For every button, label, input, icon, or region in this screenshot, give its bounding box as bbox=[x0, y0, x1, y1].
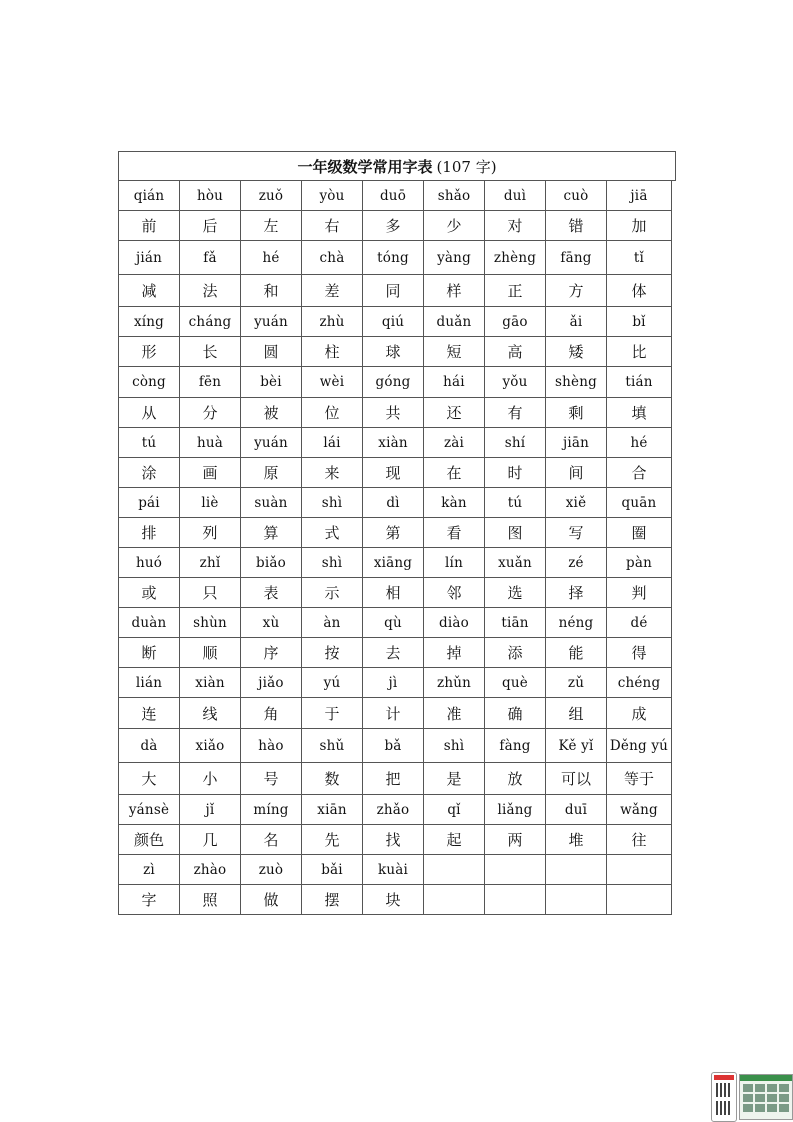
hanzi-cell: 是 bbox=[424, 763, 485, 795]
hanzi-cell: 算 bbox=[241, 518, 302, 548]
pinyin-cell: duō bbox=[363, 181, 424, 211]
character-table bbox=[118, 151, 676, 915]
pinyin-cell: cháng bbox=[180, 307, 241, 337]
pinyin-cell: tú bbox=[119, 428, 180, 458]
hanzi-cell bbox=[546, 885, 607, 915]
hanzi-cell: 右 bbox=[302, 211, 363, 241]
pinyin-cell: yàng bbox=[424, 241, 485, 275]
hanzi-cell: 去 bbox=[363, 638, 424, 668]
pinyin-cell: qiú bbox=[363, 307, 424, 337]
hanzi-cell: 准 bbox=[424, 698, 485, 729]
pinyin-cell: tián bbox=[607, 367, 672, 398]
hanzi-cell bbox=[485, 885, 546, 915]
hanzi-cell: 矮 bbox=[546, 337, 607, 367]
corner-promo-widget[interactable] bbox=[711, 1072, 793, 1122]
hanzi-cell: 线 bbox=[180, 698, 241, 729]
pinyin-cell: xiàn bbox=[180, 668, 241, 698]
hanzi-cell: 于 bbox=[302, 698, 363, 729]
hanzi-cell: 列 bbox=[180, 518, 241, 548]
pinyin-cell: què bbox=[485, 668, 546, 698]
pinyin-cell bbox=[485, 855, 546, 885]
hanzi-row bbox=[119, 337, 676, 367]
hanzi-cell: 两 bbox=[485, 825, 546, 855]
pinyin-cell: fāng bbox=[546, 241, 607, 275]
hanzi-cell: 名 bbox=[241, 825, 302, 855]
pinyin-cell: hái bbox=[424, 367, 485, 398]
hanzi-cell: 减 bbox=[119, 275, 180, 307]
pinyin-cell: huó bbox=[119, 548, 180, 578]
pinyin-cell: quān bbox=[607, 488, 672, 518]
pinyin-cell: diào bbox=[424, 608, 485, 638]
pinyin-cell: bǎi bbox=[302, 855, 363, 885]
hanzi-cell: 样 bbox=[424, 275, 485, 307]
pinyin-cell: wǎng bbox=[607, 795, 672, 825]
hanzi-cell: 第 bbox=[363, 518, 424, 548]
hanzi-cell: 多 bbox=[363, 211, 424, 241]
hanzi-cell: 比 bbox=[607, 337, 672, 367]
hanzi-cell: 原 bbox=[241, 458, 302, 488]
hanzi-cell: 短 bbox=[424, 337, 485, 367]
pinyin-cell: lián bbox=[119, 668, 180, 698]
pinyin-cell: cuò bbox=[546, 181, 607, 211]
pinyin-cell: wèi bbox=[302, 367, 363, 398]
hanzi-cell: 小 bbox=[180, 763, 241, 795]
hanzi-cell: 排 bbox=[119, 518, 180, 548]
hanzi-cell: 选 bbox=[485, 578, 546, 608]
hanzi-cell: 有 bbox=[485, 398, 546, 428]
pinyin-cell: zhǔn bbox=[424, 668, 485, 698]
pinyin-cell: shì bbox=[424, 729, 485, 763]
pinyin-cell: fàng bbox=[485, 729, 546, 763]
pinyin-cell: jián bbox=[119, 241, 180, 275]
pinyin-cell: góng bbox=[363, 367, 424, 398]
pinyin-cell: zhèng bbox=[485, 241, 546, 275]
qr-code-icon bbox=[716, 1083, 732, 1097]
pinyin-cell: Kě yǐ bbox=[546, 729, 607, 763]
qr-code-icon bbox=[716, 1101, 732, 1115]
hanzi-cell: 同 bbox=[363, 275, 424, 307]
pinyin-cell: lín bbox=[424, 548, 485, 578]
pinyin-cell: fǎ bbox=[180, 241, 241, 275]
hanzi-cell: 掉 bbox=[424, 638, 485, 668]
pinyin-cell: lái bbox=[302, 428, 363, 458]
pinyin-cell: jiā bbox=[607, 181, 672, 211]
hanzi-cell: 左 bbox=[241, 211, 302, 241]
pinyin-cell: shùn bbox=[180, 608, 241, 638]
pinyin-cell: tú bbox=[485, 488, 546, 518]
pinyin-cell: xiāng bbox=[363, 548, 424, 578]
pinyin-cell: hé bbox=[241, 241, 302, 275]
hanzi-cell: 找 bbox=[363, 825, 424, 855]
pinyin-cell: zuǒ bbox=[241, 181, 302, 211]
hanzi-cell: 写 bbox=[546, 518, 607, 548]
hanzi-cell: 摆 bbox=[302, 885, 363, 915]
pinyin-cell: chéng bbox=[607, 668, 672, 698]
pinyin-cell: duì bbox=[485, 181, 546, 211]
hanzi-cell: 放 bbox=[485, 763, 546, 795]
pinyin-row bbox=[119, 855, 676, 885]
pinyin-cell: hào bbox=[241, 729, 302, 763]
pinyin-cell: jiǎo bbox=[241, 668, 302, 698]
table-title-row bbox=[119, 152, 676, 181]
hanzi-cell: 对 bbox=[485, 211, 546, 241]
hanzi-cell: 现 bbox=[363, 458, 424, 488]
hanzi-cell: 时 bbox=[485, 458, 546, 488]
pinyin-cell: suàn bbox=[241, 488, 302, 518]
hanzi-cell: 把 bbox=[363, 763, 424, 795]
hanzi-cell: 顺 bbox=[180, 638, 241, 668]
hanzi-cell: 柱 bbox=[302, 337, 363, 367]
hanzi-cell: 或 bbox=[119, 578, 180, 608]
hanzi-cell: 得 bbox=[607, 638, 672, 668]
hanzi-cell: 还 bbox=[424, 398, 485, 428]
hanzi-cell: 断 bbox=[119, 638, 180, 668]
hanzi-row bbox=[119, 763, 676, 795]
pinyin-cell: néng bbox=[546, 608, 607, 638]
pinyin-cell: chà bbox=[302, 241, 363, 275]
hanzi-row bbox=[119, 638, 676, 668]
hanzi-cell: 剩 bbox=[546, 398, 607, 428]
pinyin-cell: fēn bbox=[180, 367, 241, 398]
table-title: 一年级数学常用字表 bbox=[297, 157, 433, 176]
hanzi-cell: 后 bbox=[180, 211, 241, 241]
pinyin-cell: liǎng bbox=[485, 795, 546, 825]
hanzi-cell: 大 bbox=[119, 763, 180, 795]
pinyin-cell: xíng bbox=[119, 307, 180, 337]
hanzi-cell: 组 bbox=[546, 698, 607, 729]
pinyin-cell: zuò bbox=[241, 855, 302, 885]
hanzi-cell: 圈 bbox=[607, 518, 672, 548]
hanzi-cell: 加 bbox=[607, 211, 672, 241]
pinyin-cell bbox=[424, 855, 485, 885]
pinyin-cell: tiān bbox=[485, 608, 546, 638]
pinyin-cell: shí bbox=[485, 428, 546, 458]
pinyin-cell: dé bbox=[607, 608, 672, 638]
hanzi-cell: 差 bbox=[302, 275, 363, 307]
pinyin-row bbox=[119, 428, 676, 458]
hanzi-cell: 分 bbox=[180, 398, 241, 428]
hanzi-cell: 号 bbox=[241, 763, 302, 795]
hanzi-cell: 角 bbox=[241, 698, 302, 729]
pinyin-row bbox=[119, 608, 676, 638]
hanzi-cell: 填 bbox=[607, 398, 672, 428]
hanzi-cell: 球 bbox=[363, 337, 424, 367]
pinyin-cell: zhǐ bbox=[180, 548, 241, 578]
pinyin-cell: míng bbox=[241, 795, 302, 825]
hanzi-cell: 堆 bbox=[546, 825, 607, 855]
hanzi-cell: 在 bbox=[424, 458, 485, 488]
hanzi-cell: 圆 bbox=[241, 337, 302, 367]
pinyin-cell: zhào bbox=[180, 855, 241, 885]
hanzi-cell: 字 bbox=[119, 885, 180, 915]
pinyin-cell: yòu bbox=[302, 181, 363, 211]
pinyin-cell: kàn bbox=[424, 488, 485, 518]
hanzi-cell: 先 bbox=[302, 825, 363, 855]
pinyin-cell: yuán bbox=[241, 428, 302, 458]
pinyin-cell: jì bbox=[363, 668, 424, 698]
hanzi-cell: 形 bbox=[119, 337, 180, 367]
hanzi-cell: 做 bbox=[241, 885, 302, 915]
hanzi-cell: 起 bbox=[424, 825, 485, 855]
pinyin-cell: zhù bbox=[302, 307, 363, 337]
hanzi-row bbox=[119, 885, 676, 915]
hanzi-cell: 少 bbox=[424, 211, 485, 241]
pinyin-cell: xiě bbox=[546, 488, 607, 518]
hanzi-cell: 间 bbox=[546, 458, 607, 488]
hanzi-cell: 和 bbox=[241, 275, 302, 307]
hanzi-cell: 来 bbox=[302, 458, 363, 488]
pinyin-cell: xuǎn bbox=[485, 548, 546, 578]
pinyin-cell: duī bbox=[546, 795, 607, 825]
pinyin-row bbox=[119, 548, 676, 578]
pinyin-cell: shì bbox=[302, 548, 363, 578]
hanzi-cell: 位 bbox=[302, 398, 363, 428]
pinyin-cell: bǐ bbox=[607, 307, 672, 337]
pinyin-cell: pái bbox=[119, 488, 180, 518]
pinyin-cell: xiān bbox=[302, 795, 363, 825]
pinyin-cell: shǎo bbox=[424, 181, 485, 211]
pinyin-cell: yú bbox=[302, 668, 363, 698]
pinyin-cell: kuài bbox=[363, 855, 424, 885]
pinyin-cell: còng bbox=[119, 367, 180, 398]
hanzi-row bbox=[119, 518, 676, 548]
pinyin-cell: duǎn bbox=[424, 307, 485, 337]
hanzi-cell: 计 bbox=[363, 698, 424, 729]
pinyin-cell: jǐ bbox=[180, 795, 241, 825]
pinyin-cell: tǐ bbox=[607, 241, 672, 275]
pinyin-cell: zǔ bbox=[546, 668, 607, 698]
hanzi-cell: 图 bbox=[485, 518, 546, 548]
hanzi-cell: 判 bbox=[607, 578, 672, 608]
hanzi-cell: 高 bbox=[485, 337, 546, 367]
pinyin-cell: xù bbox=[241, 608, 302, 638]
hanzi-row bbox=[119, 578, 676, 608]
hanzi-cell: 相 bbox=[363, 578, 424, 608]
hanzi-cell: 连 bbox=[119, 698, 180, 729]
hanzi-cell: 错 bbox=[546, 211, 607, 241]
pinyin-row bbox=[119, 488, 676, 518]
pinyin-cell bbox=[546, 855, 607, 885]
pinyin-row bbox=[119, 307, 676, 337]
hanzi-cell: 表 bbox=[241, 578, 302, 608]
hanzi-cell: 画 bbox=[180, 458, 241, 488]
pinyin-cell: yánsè bbox=[119, 795, 180, 825]
pinyin-cell: Děng yú bbox=[607, 729, 672, 763]
hanzi-cell: 式 bbox=[302, 518, 363, 548]
hanzi-cell: 从 bbox=[119, 398, 180, 428]
pinyin-row bbox=[119, 181, 676, 211]
pinyin-cell: qǐ bbox=[424, 795, 485, 825]
hanzi-cell: 照 bbox=[180, 885, 241, 915]
hanzi-cell: 合 bbox=[607, 458, 672, 488]
pinyin-cell: ǎi bbox=[546, 307, 607, 337]
shop-thumbnail[interactable] bbox=[739, 1074, 793, 1120]
hanzi-cell: 确 bbox=[485, 698, 546, 729]
pinyin-row bbox=[119, 795, 676, 825]
hanzi-row bbox=[119, 398, 676, 428]
hanzi-cell: 长 bbox=[180, 337, 241, 367]
pinyin-cell: yǒu bbox=[485, 367, 546, 398]
hanzi-cell: 块 bbox=[363, 885, 424, 915]
hanzi-cell: 颜色 bbox=[119, 825, 180, 855]
pinyin-cell: shèng bbox=[546, 367, 607, 398]
hanzi-cell: 可以 bbox=[546, 763, 607, 795]
pinyin-cell: hé bbox=[607, 428, 672, 458]
pinyin-row bbox=[119, 668, 676, 698]
hanzi-cell: 几 bbox=[180, 825, 241, 855]
pinyin-cell: xiàn bbox=[363, 428, 424, 458]
hanzi-cell: 只 bbox=[180, 578, 241, 608]
pinyin-cell: zhǎo bbox=[363, 795, 424, 825]
pinyin-cell: qián bbox=[119, 181, 180, 211]
hanzi-cell: 被 bbox=[241, 398, 302, 428]
pinyin-row bbox=[119, 241, 676, 275]
hanzi-cell: 择 bbox=[546, 578, 607, 608]
hanzi-cell: 能 bbox=[546, 638, 607, 668]
pinyin-cell: xiǎo bbox=[180, 729, 241, 763]
hanzi-cell: 正 bbox=[485, 275, 546, 307]
hanzi-cell: 示 bbox=[302, 578, 363, 608]
pinyin-cell: bǎ bbox=[363, 729, 424, 763]
pinyin-cell: tóng bbox=[363, 241, 424, 275]
hanzi-cell: 添 bbox=[485, 638, 546, 668]
hanzi-cell: 前 bbox=[119, 211, 180, 241]
pinyin-cell: zé bbox=[546, 548, 607, 578]
qr-code-card[interactable] bbox=[711, 1072, 737, 1122]
hanzi-cell: 体 bbox=[607, 275, 672, 307]
pinyin-cell: huà bbox=[180, 428, 241, 458]
hanzi-cell: 序 bbox=[241, 638, 302, 668]
pinyin-cell bbox=[607, 855, 672, 885]
pinyin-row bbox=[119, 367, 676, 398]
pinyin-row bbox=[119, 729, 676, 763]
pinyin-cell: bèi bbox=[241, 367, 302, 398]
pinyin-cell: àn bbox=[302, 608, 363, 638]
pinyin-cell: zì bbox=[119, 855, 180, 885]
hanzi-cell: 等于 bbox=[607, 763, 672, 795]
pinyin-cell: zài bbox=[424, 428, 485, 458]
hanzi-cell: 共 bbox=[363, 398, 424, 428]
hanzi-cell: 数 bbox=[302, 763, 363, 795]
hanzi-cell: 邻 bbox=[424, 578, 485, 608]
hanzi-cell: 方 bbox=[546, 275, 607, 307]
hanzi-cell: 涂 bbox=[119, 458, 180, 488]
pinyin-cell: jiān bbox=[546, 428, 607, 458]
table-count: (107 字) bbox=[436, 157, 497, 176]
pinyin-cell: biǎo bbox=[241, 548, 302, 578]
hanzi-cell: 往 bbox=[607, 825, 672, 855]
hanzi-row bbox=[119, 698, 676, 729]
hanzi-row bbox=[119, 825, 676, 855]
hanzi-cell: 看 bbox=[424, 518, 485, 548]
hanzi-row bbox=[119, 275, 676, 307]
pinyin-cell: yuán bbox=[241, 307, 302, 337]
hanzi-row bbox=[119, 458, 676, 488]
hanzi-row bbox=[119, 211, 676, 241]
pinyin-cell: duàn bbox=[119, 608, 180, 638]
pinyin-cell: shǔ bbox=[302, 729, 363, 763]
pinyin-cell: dì bbox=[363, 488, 424, 518]
pinyin-cell: liè bbox=[180, 488, 241, 518]
pinyin-cell: shì bbox=[302, 488, 363, 518]
hanzi-cell: 按 bbox=[302, 638, 363, 668]
pinyin-cell: qù bbox=[363, 608, 424, 638]
hanzi-cell: 成 bbox=[607, 698, 672, 729]
hanzi-cell bbox=[424, 885, 485, 915]
table-body bbox=[119, 181, 676, 915]
pinyin-cell: hòu bbox=[180, 181, 241, 211]
pinyin-cell: gāo bbox=[485, 307, 546, 337]
hanzi-cell: 法 bbox=[180, 275, 241, 307]
pinyin-cell: pàn bbox=[607, 548, 672, 578]
pinyin-cell: dà bbox=[119, 729, 180, 763]
hanzi-cell bbox=[607, 885, 672, 915]
